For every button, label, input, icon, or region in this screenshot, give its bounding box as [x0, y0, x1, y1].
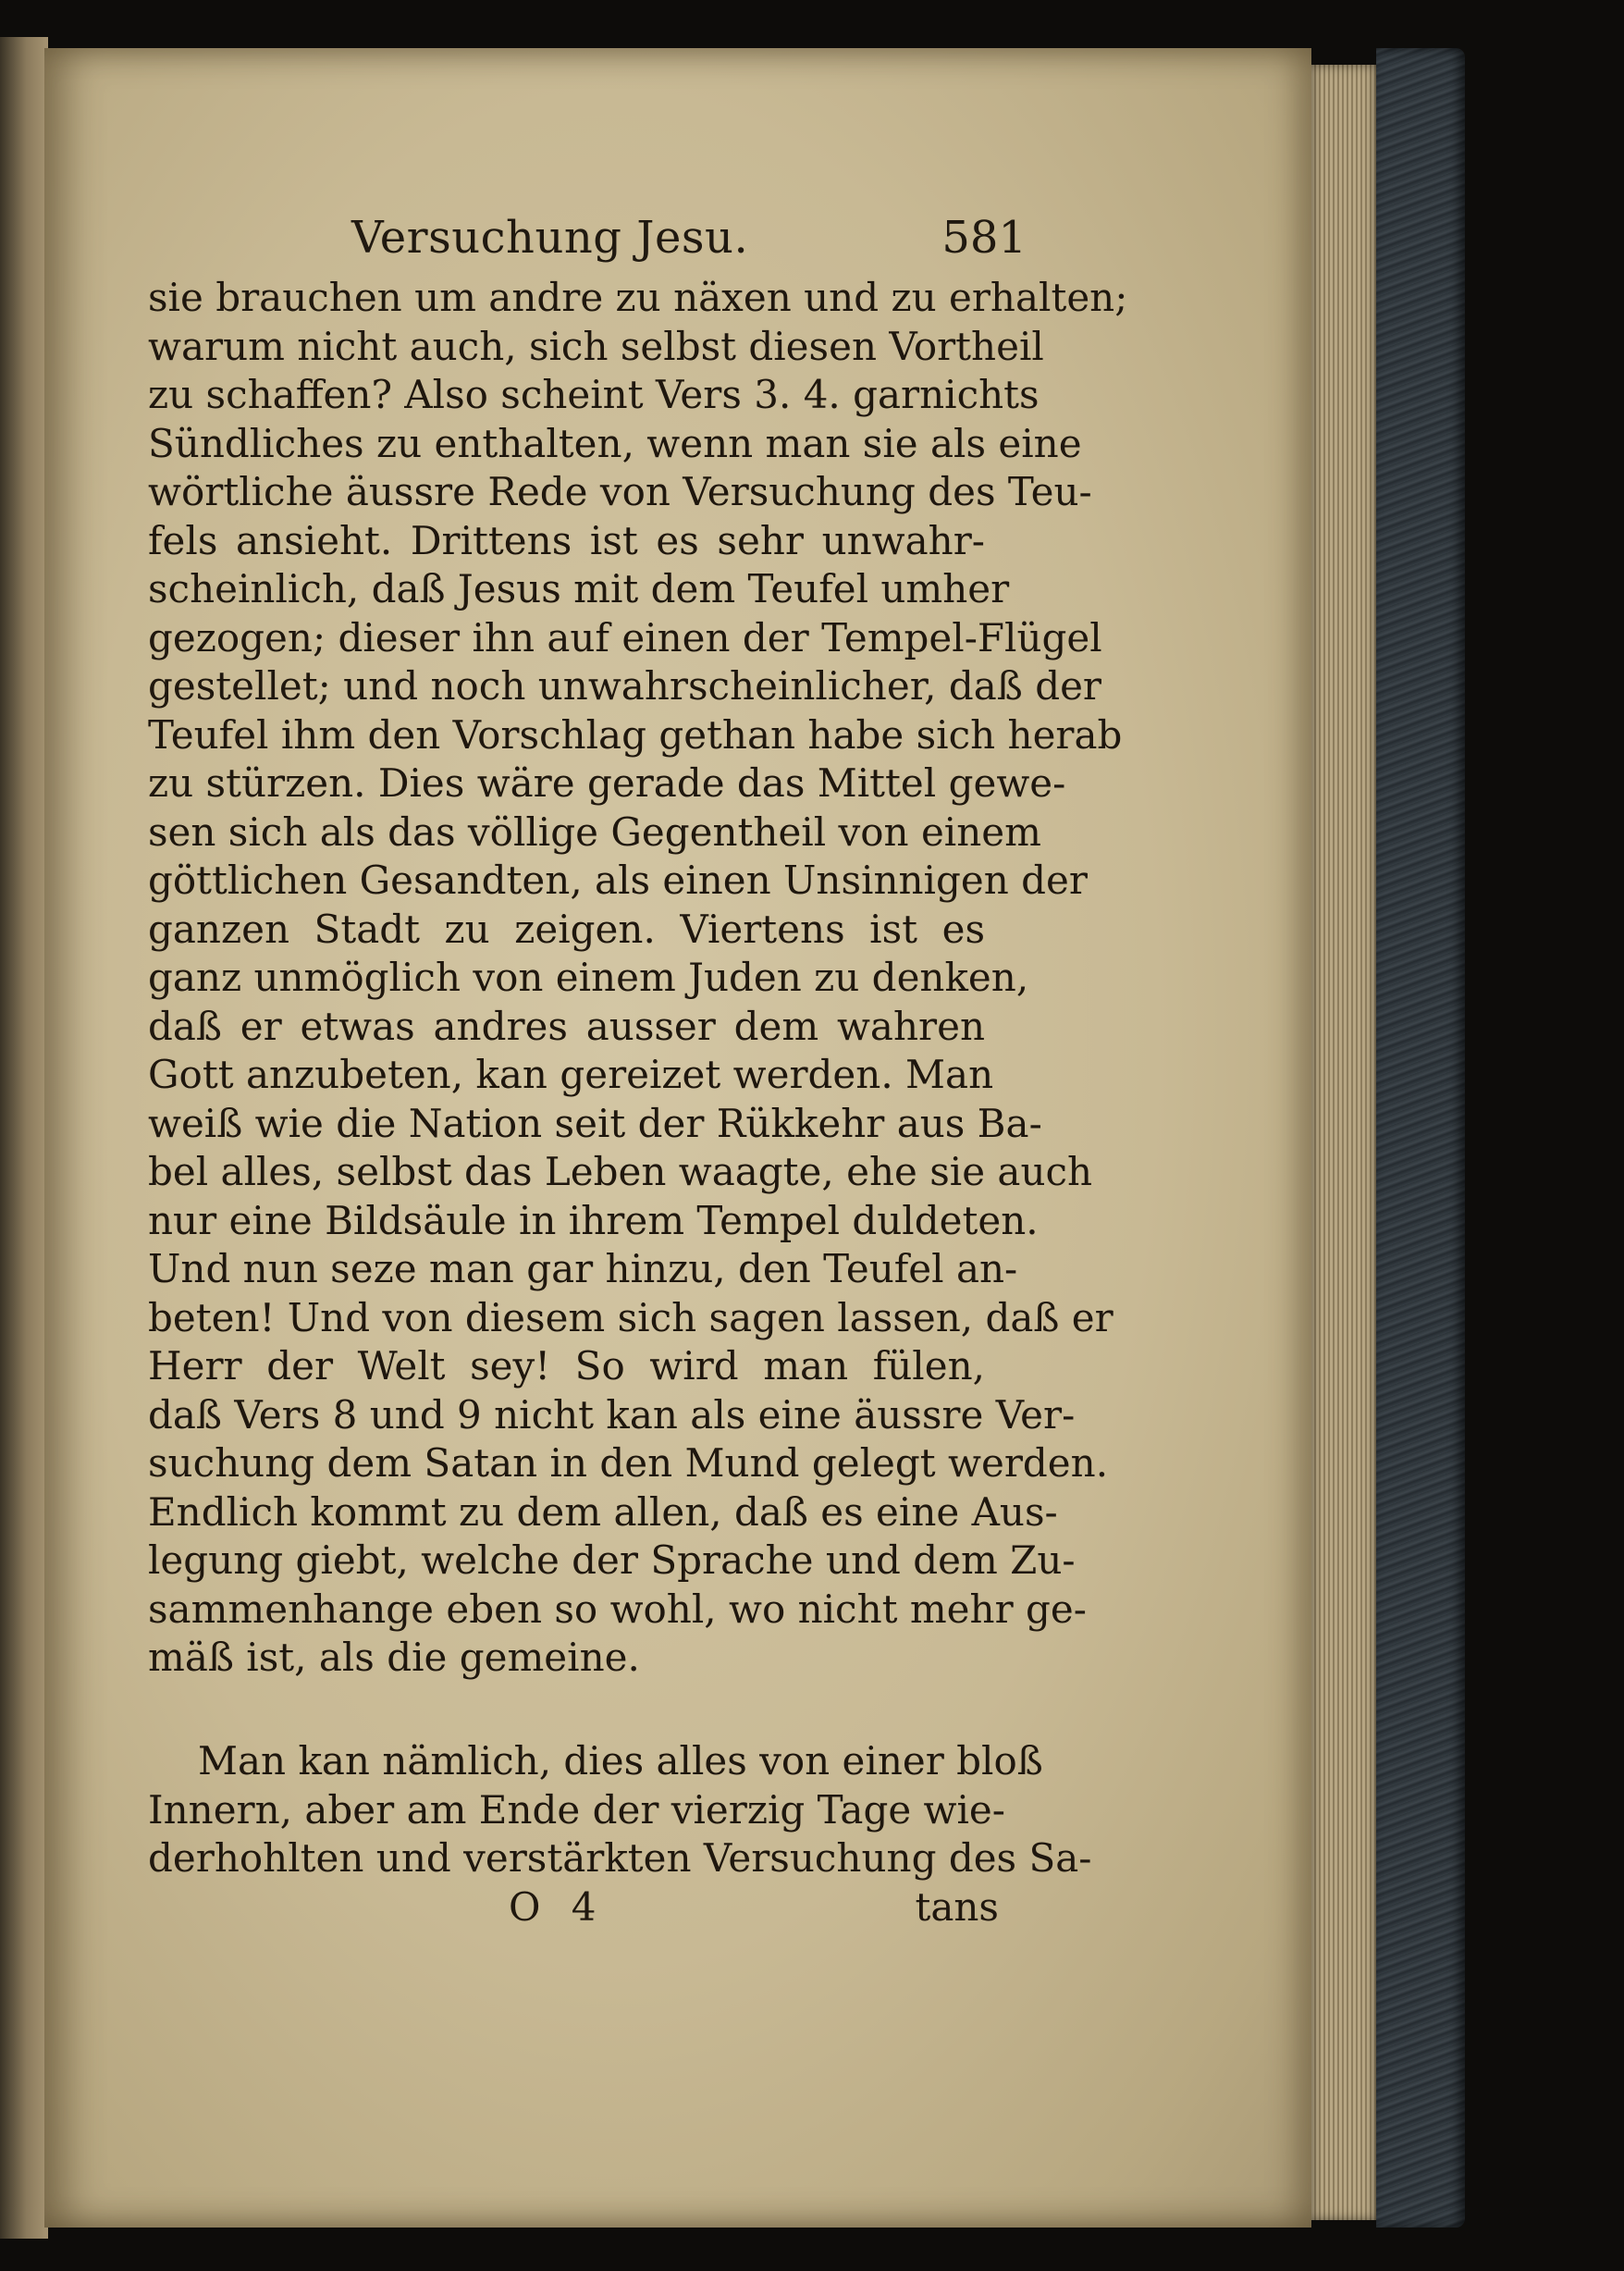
text-line: zu schaffen? Also scheint Vers 3. 4. garnichts	[148, 372, 1040, 417]
page-number: 581	[941, 212, 1027, 264]
text-line: sie brauchen um andre zu näxen und zu erhalten;	[148, 275, 1128, 320]
text-line: warum nicht auch, sich selbst diesen Vortheil	[148, 323, 1044, 369]
text-line: ganzen Stadt zu zeigen. Viertens ist es	[148, 906, 985, 952]
page-stack-edge	[1311, 65, 1376, 2220]
facing-page-edge	[0, 37, 48, 2239]
text-line: suchung dem Satan in den Mund gelegt werden.	[148, 1440, 1109, 1486]
running-head: Versuchung Jesu.	[351, 212, 749, 264]
text-line: mäß ist, als die gemeine.	[148, 1635, 640, 1680]
text-line: weiß wie die Nation seit der Rükkehr aus Ba-	[148, 1100, 1042, 1146]
text-line: Innern, aber am Ende der vierzig Tage wie-	[148, 1786, 1005, 1833]
text-line: sammenhange eben so wohl, wo nicht mehr ge-	[148, 1586, 1087, 1632]
text-line: gestellet; und noch unwahrscheinlicher, daß der	[148, 663, 1102, 709]
text-line: Teufel ihm den Vorschlag gethan habe sich herab	[148, 711, 1123, 758]
text-line: Und nun seze man gar hinzu, den Teufel an-	[148, 1246, 1018, 1291]
text-line: daß er etwas andres ausser dem wahren	[148, 1003, 985, 1049]
text-line: beten! Und von diesem sich sagen lassen, daß er	[148, 1294, 1113, 1340]
text-line: Endlich kommt zu dem allen, daß es eine Aus-	[148, 1488, 1058, 1535]
text-line: sen sich als das völlige Gegentheil von einem	[148, 808, 1041, 855]
text-line: Man kan nämlich, dies alles von einer bloß	[198, 1738, 1043, 1783]
signature-mark: O 4	[509, 1884, 606, 1930]
text-line: Herr der Welt sey! So wird man fülen,	[148, 1343, 985, 1389]
text-line: gezogen; dieser ihn auf einen der Tempel-Flügel	[148, 614, 1102, 660]
text-line: zu stürzen. Dies wäre gerade das Mittel gewe-	[148, 760, 1066, 806]
text-line: daß Vers 8 und 9 nicht kan als eine äussre Ver-	[148, 1391, 1076, 1438]
text-line: scheinlich, daß Jesus mit dem Teufel umher	[148, 566, 1010, 611]
text-line: göttlichen Gesandten, als einen Unsinnigen der	[148, 858, 1088, 903]
text-line: legung giebt, welche der Sprache und dem Zu-	[148, 1537, 1076, 1583]
paragraph-1	[148, 274, 1128, 1683]
text-line: derhohlten und verstärkten Versuchung des Sa-	[148, 1835, 1092, 1881]
catchword: tans	[915, 1884, 999, 1930]
text-line: bel alles, selbst das Leben waagte, ehe sie auch	[148, 1149, 1093, 1194]
paragraph-2	[148, 1737, 1092, 1883]
text-line: wörtliche äussre Rede von Versuchung des Teu-	[148, 469, 1092, 514]
book-cover	[1376, 48, 1465, 2228]
text-line: Gott anzubeten, kan gereizet werden. Man	[148, 1052, 994, 1097]
text-line: Sündliches zu enthalten, wenn man sie als eine	[148, 420, 1082, 466]
text-line: nur eine Bildsäule in ihrem Tempel duldeten.	[148, 1197, 1039, 1243]
text-line: fels ansieht. Drittens ist es sehr unwahr-	[148, 517, 985, 563]
text-line: ganz unmöglich von einem Juden zu denken,	[148, 955, 1029, 1000]
